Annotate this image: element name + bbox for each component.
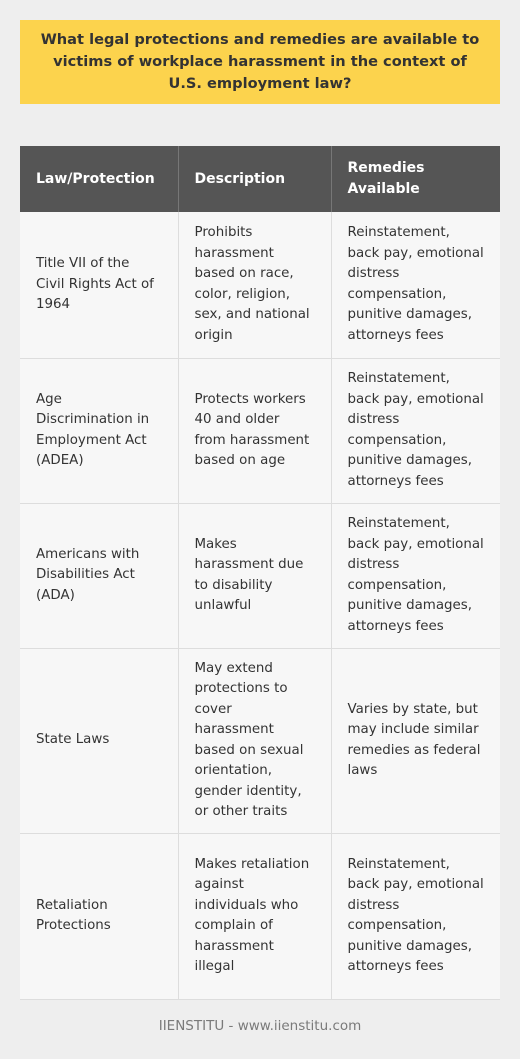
header-law: Law/Protection: [20, 146, 178, 212]
cell-description: Protects workers 40 and older from harassment based on age: [178, 358, 331, 503]
cell-description: Makes harassment due to disability unlawful: [178, 503, 331, 648]
header-remedies: Remedies Available: [331, 146, 500, 212]
cell-remedies: Reinstatement, back pay, emotional distress compensation, punitive damages, attorneys fees: [331, 503, 500, 648]
question-box: [20, 20, 500, 104]
cell-law: State Laws: [20, 648, 178, 833]
cell-law: Retaliation Protections: [20, 833, 178, 999]
table-row: [20, 212, 500, 358]
table-row: [20, 833, 500, 999]
cell-description: Prohibits harassment based on race, color, religion, sex, and national origin: [178, 212, 331, 358]
cell-remedies: Reinstatement, back pay, emotional distress compensation, punitive damages, attorneys fees: [331, 212, 500, 358]
table-header-row: [20, 146, 500, 212]
cell-description: Makes retaliation against individuals who complain of harassment illegal: [178, 833, 331, 999]
cell-law: Age Discrimination in Employment Act (ADEA): [20, 358, 178, 503]
cell-law: Americans with Disabilities Act (ADA): [20, 503, 178, 648]
cell-remedies: Varies by state, but may include similar remedies as federal laws: [331, 648, 500, 833]
table-row: [20, 503, 500, 648]
header-description: Description: [178, 146, 331, 212]
cell-law: Title VII of the Civil Rights Act of 1964: [20, 212, 178, 358]
question-text: What legal protections and remedies are available to victims of workplace harassment in the context of U.S. employment law?: [40, 31, 480, 92]
cell-remedies: Reinstatement, back pay, emotional distress compensation, punitive damages, attorneys fees: [331, 358, 500, 503]
table-row: [20, 358, 500, 503]
cell-remedies: Reinstatement, back pay, emotional distress compensation, punitive damages, attorneys fees: [331, 833, 500, 999]
footer-credit: IIENSTITU - www.iienstitu.com: [158, 1018, 362, 1034]
law-table: [20, 146, 500, 1000]
table-row: [20, 648, 500, 833]
cell-description: May extend protections to cover harassment based on sexual orientation, gender identity, or other traits: [178, 648, 331, 833]
